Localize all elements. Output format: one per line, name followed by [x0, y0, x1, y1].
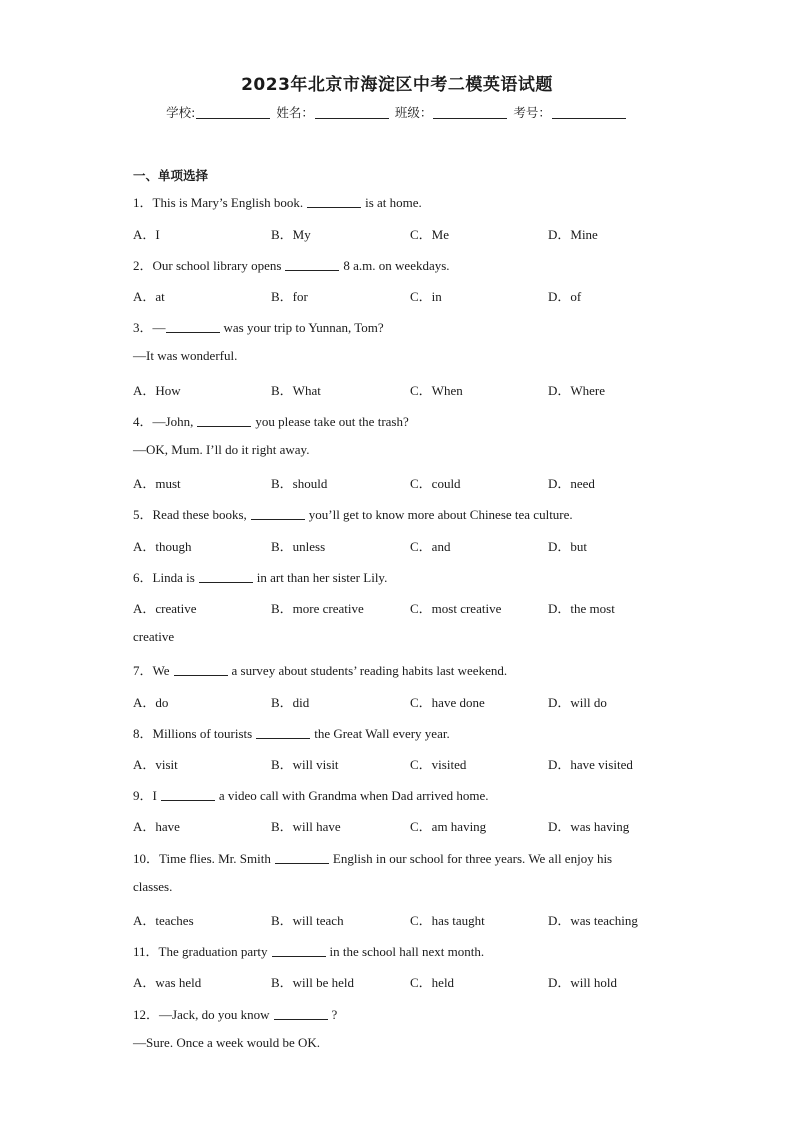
answer-blank: [197, 414, 251, 427]
option-c[interactable]: C．held: [410, 975, 455, 990]
stem-text: Millions of tourists: [152, 726, 253, 741]
option-d[interactable]: D．of: [548, 289, 582, 304]
student-info-row: [0, 103, 794, 121]
option-c[interactable]: C．have done: [410, 695, 485, 710]
option-d[interactable]: D．have visited: [548, 757, 633, 772]
option-a[interactable]: A．though: [133, 539, 192, 554]
question-number: 8．: [133, 726, 153, 741]
question-stem: [133, 848, 612, 867]
option-c[interactable]: C．most creative: [410, 601, 502, 616]
option-b[interactable]: B．My: [271, 227, 311, 242]
stem-text: in the school hall next month.: [329, 944, 485, 959]
question-number: 7．: [133, 663, 153, 678]
stem-text: —Jack, do you know: [159, 1007, 270, 1022]
answer-blank: [285, 258, 339, 271]
question-stem: [133, 1004, 337, 1023]
option-d-wrap: creative: [133, 629, 175, 644]
stem-text: is at home.: [365, 195, 422, 210]
answer-blank: [174, 663, 228, 676]
question-number: 12．: [133, 1007, 160, 1022]
option-d[interactable]: D．but: [548, 539, 588, 554]
exam-number-label: 考号：: [513, 105, 551, 120]
option-a[interactable]: A．visit: [133, 757, 178, 772]
answer-blank: [272, 944, 326, 957]
stem-text: a survey about students’ reading habits last weekend.: [231, 663, 508, 678]
class-blank[interactable]: [433, 105, 507, 119]
stem-text: —: [152, 320, 166, 335]
question-stem: [133, 723, 450, 742]
option-b[interactable]: B．will visit: [271, 757, 339, 772]
class-label: 班级：: [394, 105, 433, 120]
stem-text: a video call with Grandma when Dad arrived home.: [218, 788, 489, 803]
stem-text: I: [152, 788, 157, 803]
answer-blank: [275, 851, 329, 864]
option-d[interactable]: D．need: [548, 476, 595, 491]
stem-text: 8 a.m. on weekdays.: [343, 258, 450, 273]
option-d[interactable]: D．was having: [548, 819, 630, 834]
dialogue-reply: —Sure. Once a week would be OK.: [133, 1035, 321, 1050]
option-d[interactable]: D．was teaching: [548, 913, 638, 928]
name-label: 姓名：: [276, 105, 314, 120]
stem-text: was your trip to Yunnan, Tom?: [223, 320, 384, 335]
option-b[interactable]: B．will have: [271, 819, 341, 834]
question-number: 9．: [133, 788, 153, 803]
option-b[interactable]: B．for: [271, 289, 308, 304]
answer-blank: [166, 320, 220, 333]
answer-blank: [251, 507, 305, 520]
option-a[interactable]: A．at: [133, 289, 165, 304]
option-d[interactable]: D．will hold: [548, 975, 617, 990]
option-a[interactable]: A．do: [133, 695, 169, 710]
option-b[interactable]: B．will be held: [271, 975, 355, 990]
question-number: 10．: [133, 851, 160, 866]
name-blank[interactable]: [315, 105, 389, 119]
answer-blank: [161, 788, 215, 801]
stem-text: —John,: [152, 414, 194, 429]
stem-text: Linda is: [152, 570, 195, 585]
option-a[interactable]: A．was held: [133, 975, 202, 990]
stem-text: Our school library opens: [152, 258, 282, 273]
question-stem: [133, 192, 422, 211]
option-c[interactable]: C．has taught: [410, 913, 485, 928]
option-a[interactable]: A．How: [133, 383, 181, 398]
exam-number-blank[interactable]: [552, 105, 626, 119]
option-c[interactable]: C．and: [410, 539, 451, 554]
question-stem: [133, 785, 489, 804]
option-a[interactable]: A．teaches: [133, 913, 194, 928]
option-a[interactable]: A．have: [133, 819, 180, 834]
option-d[interactable]: D．Where: [548, 383, 606, 398]
question-stem: [133, 317, 384, 336]
question-number: 5．: [133, 507, 153, 522]
school-label: 学校:: [166, 105, 196, 120]
stem-text: The graduation party: [158, 944, 268, 959]
option-b[interactable]: B．will teach: [271, 913, 344, 928]
option-c[interactable]: C．visited: [410, 757, 467, 772]
question-number: 2．: [133, 258, 153, 273]
option-c[interactable]: C．Me: [410, 227, 450, 242]
option-b[interactable]: B．unless: [271, 539, 326, 554]
stem-text: This is Mary’s English book.: [152, 195, 304, 210]
question-number: 3．: [133, 320, 153, 335]
question-stem: [133, 941, 484, 960]
section-heading: 一、单项选择: [133, 168, 209, 183]
question-stem: [133, 411, 409, 430]
option-b[interactable]: B．What: [271, 383, 321, 398]
question-number: 6．: [133, 570, 153, 585]
question-stem: [133, 504, 573, 523]
stem-text: in art than her sister Lily.: [256, 570, 388, 585]
option-c[interactable]: C．When: [410, 383, 463, 398]
question-number: 4．: [133, 414, 153, 429]
question-stem: [133, 660, 507, 679]
option-c[interactable]: C．in: [410, 289, 442, 304]
option-b[interactable]: B．should: [271, 476, 328, 491]
stem-text: English in our school for three years. We all enjoy his: [332, 851, 613, 866]
dialogue-reply: —OK, Mum. I’ll do it right away.: [133, 442, 310, 457]
stem-text: you’ll get to know more about Chinese tea culture.: [308, 507, 573, 522]
stem-continuation: classes.: [133, 879, 173, 894]
option-a[interactable]: A．I: [133, 227, 160, 242]
option-a[interactable]: A．creative: [133, 601, 197, 616]
stem-text: the Great Wall every year.: [314, 726, 450, 741]
stem-text: We: [152, 663, 170, 678]
answer-blank: [256, 726, 310, 739]
answer-blank: [199, 570, 253, 583]
stem-text: ?: [331, 1007, 338, 1022]
option-d[interactable]: D．Mine: [548, 227, 598, 242]
stem-text: Time flies. Mr. Smith: [159, 851, 271, 866]
answer-blank: [307, 195, 361, 208]
option-c[interactable]: C．am having: [410, 819, 487, 834]
option-b[interactable]: B．did: [271, 695, 310, 710]
dialogue-reply: —It was wonderful.: [133, 348, 238, 363]
stem-text: Read these books,: [152, 507, 247, 522]
option-d[interactable]: D．the most: [548, 601, 615, 616]
question-stem: [133, 255, 450, 274]
question-number: 1．: [133, 195, 153, 210]
page-title: 2023年北京市海淀区中考二模英语试题: [241, 75, 553, 95]
answer-blank: [274, 1007, 328, 1020]
question-number: 11．: [133, 944, 159, 959]
stem-text: you please take out the trash?: [255, 414, 409, 429]
option-b[interactable]: B．more creative: [271, 601, 364, 616]
option-a[interactable]: A．must: [133, 476, 181, 491]
option-c[interactable]: C．could: [410, 476, 461, 491]
question-stem: [133, 567, 387, 586]
option-d[interactable]: D．will do: [548, 695, 607, 710]
school-blank[interactable]: [196, 105, 270, 119]
